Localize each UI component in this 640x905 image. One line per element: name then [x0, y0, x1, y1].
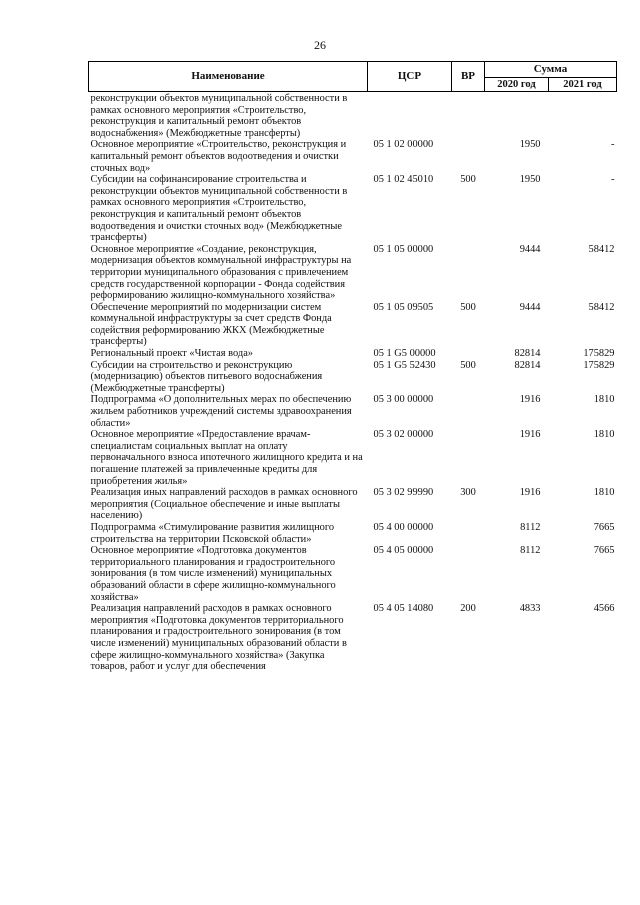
row-vr: [452, 429, 485, 487]
row-vr: [452, 394, 485, 429]
table-row: [89, 348, 617, 360]
row-2020: 8112: [520, 521, 541, 533]
table-row: [89, 360, 617, 395]
row-2020: 1916: [519, 394, 541, 406]
header-csr: ЦСР: [368, 62, 452, 92]
row-2020: 1916: [519, 487, 541, 499]
row-vr: [452, 348, 485, 360]
row-name: Обеспечение мероприятий по модернизации систем коммунальной инфраструктуры за счет средств Фонда содействия реформированию ЖКХ (Межбюджетные трансферты): [90, 301, 332, 348]
row-name: Основное мероприятие «Предоставление врачам-специалистам социальных выплат на оплату первоначального взноса ипотечного жилищного кредита и на погашение платежей за привлеченные кредиты для приобретения жилья»: [90, 429, 363, 487]
row-vr: [452, 244, 485, 302]
row-name: Региональный проект «Чистая вода»: [90, 348, 254, 360]
row-csr: 05 1 05 09505: [373, 301, 434, 313]
row-name: реконструкции объектов муниципальной собственности в рамках основного мероприятия «Строительство, реконструкция и капитальный ремонт объектов водоснабжения» (Межбюджетные трансферты): [90, 93, 348, 139]
header-year-2021: 2021 год: [549, 78, 617, 92]
row-vr: [452, 92, 485, 140]
row-csr: 05 1 05 00000: [373, 243, 434, 255]
row-csr: 05 3 02 00000: [373, 429, 434, 441]
table-row: [89, 139, 617, 174]
header-name: Наименование: [89, 62, 368, 92]
row-csr: 05 1 02 00000: [373, 139, 434, 151]
row-2021: 7665: [593, 545, 615, 557]
row-2020: 9444: [519, 301, 541, 313]
header-sum: Сумма: [485, 62, 617, 78]
row-csr: 05 1 G5 00000: [373, 348, 436, 360]
budget-sheet: [88, 61, 616, 673]
table-row: [89, 429, 617, 487]
row-vr: 500: [460, 301, 476, 313]
row-2021: -: [611, 174, 615, 186]
row-2020: 4833: [519, 603, 541, 615]
row-vr: 500: [460, 359, 476, 371]
table-row: [89, 394, 617, 429]
row-2021: 1810: [593, 429, 615, 441]
row-2020: 82814: [514, 348, 541, 360]
row-name: Основное мероприятие «Подготовка документов территориального планирования и градостроительного зонирования (в том числе изменений) муниципальных образований области в сфере жилищно-коммунального хозяйства»: [90, 545, 336, 603]
row-2021: -: [611, 139, 615, 151]
row-2021: 58412: [588, 301, 615, 313]
row-2020: 82814: [514, 359, 541, 371]
row-csr: 05 4 00 00000: [373, 521, 434, 533]
page-number: 26: [314, 38, 326, 52]
row-vr: [452, 139, 485, 174]
row-2021: 7665: [593, 521, 615, 533]
row-csr: [368, 92, 452, 140]
row-name: Субсидии на софинансирование строительства и реконструкции объектов муниципальной собственности в рамках основного мероприятия «Строительство, реконструкция и капитальный ремонт объектов водоотведения и очистки сточных вод» (Межбюджетные трансферты): [90, 174, 348, 244]
row-csr: 05 1 G5 52430: [373, 359, 436, 371]
header-year-2020: 2020 год: [485, 78, 549, 92]
row-name: Реализация направлений расходов в рамках основного мероприятия «Подготовка документов территориального планирования и градостроительного зонирования (в том числе изменений) муниципальных образований области в сфере жилищно-коммунального хозяйства» (Закупка товаров, работ и услуг для обеспечения: [90, 603, 347, 673]
row-vr: 300: [460, 487, 476, 499]
table-row: [89, 244, 617, 302]
row-2020: 1950: [519, 174, 541, 186]
row-2021: [549, 92, 617, 140]
row-vr: [452, 522, 485, 545]
row-2020: [485, 92, 549, 140]
header-vr: ВР: [452, 62, 485, 92]
row-2021: 175829: [583, 348, 615, 360]
table-row: [89, 603, 617, 673]
row-name: Основное мероприятие «Создание, реконструкция, модернизация объектов коммунальной инфраструктуры на территории муниципального образования с привлечением средств государственной корпорации - Фонда содействия реформированию жилищно-коммунального хозяйства»: [90, 243, 352, 302]
row-csr: 05 1 02 45010: [373, 174, 434, 186]
row-name: Подпрограмма «О дополнительных мерах по обеспечению жильем работников учреждений системы здравоохранения области»: [90, 394, 352, 429]
table-row: [89, 92, 617, 140]
row-csr: 05 3 02 99990: [373, 487, 434, 499]
row-2020: 1916: [519, 429, 541, 441]
row-2021: 1810: [593, 487, 615, 499]
budget-table: [88, 61, 617, 673]
row-2021: 4566: [593, 603, 615, 615]
table-row: [89, 302, 617, 348]
row-vr: 200: [460, 603, 476, 615]
table-row: [89, 522, 617, 545]
row-name: Подпрограмма «Стимулирование развития жилищного строительства на территории Псковской области»: [90, 521, 335, 545]
row-name: Субсидии на строительство и реконструкцию (модернизацию) объектов питьевого водоснабжения (Межбюджетные трансферты): [90, 359, 323, 394]
row-2020: 9444: [519, 243, 541, 255]
row-csr: 05 4 05 14080: [373, 603, 434, 615]
row-2021: 58412: [588, 243, 615, 255]
row-vr: 500: [460, 174, 476, 186]
table-row: [89, 487, 617, 522]
row-vr: [452, 545, 485, 603]
row-csr: 05 4 05 00000: [373, 545, 434, 557]
row-name: Основное мероприятие «Строительство, реконструкция и капитальный ремонт объектов водоотведения и очистки сточных вод»: [90, 139, 347, 174]
row-csr: 05 3 00 00000: [373, 394, 434, 406]
row-name: Реализация иных направлений расходов в рамках основного мероприятия (Социальное обеспечение и иные выплаты населению): [90, 487, 358, 522]
table-row: [89, 545, 617, 603]
row-2020: 1950: [519, 139, 541, 151]
row-2020: 8112: [520, 545, 541, 557]
table-row: [89, 174, 617, 244]
row-2021: 175829: [583, 359, 615, 371]
row-2021: 1810: [593, 394, 615, 406]
